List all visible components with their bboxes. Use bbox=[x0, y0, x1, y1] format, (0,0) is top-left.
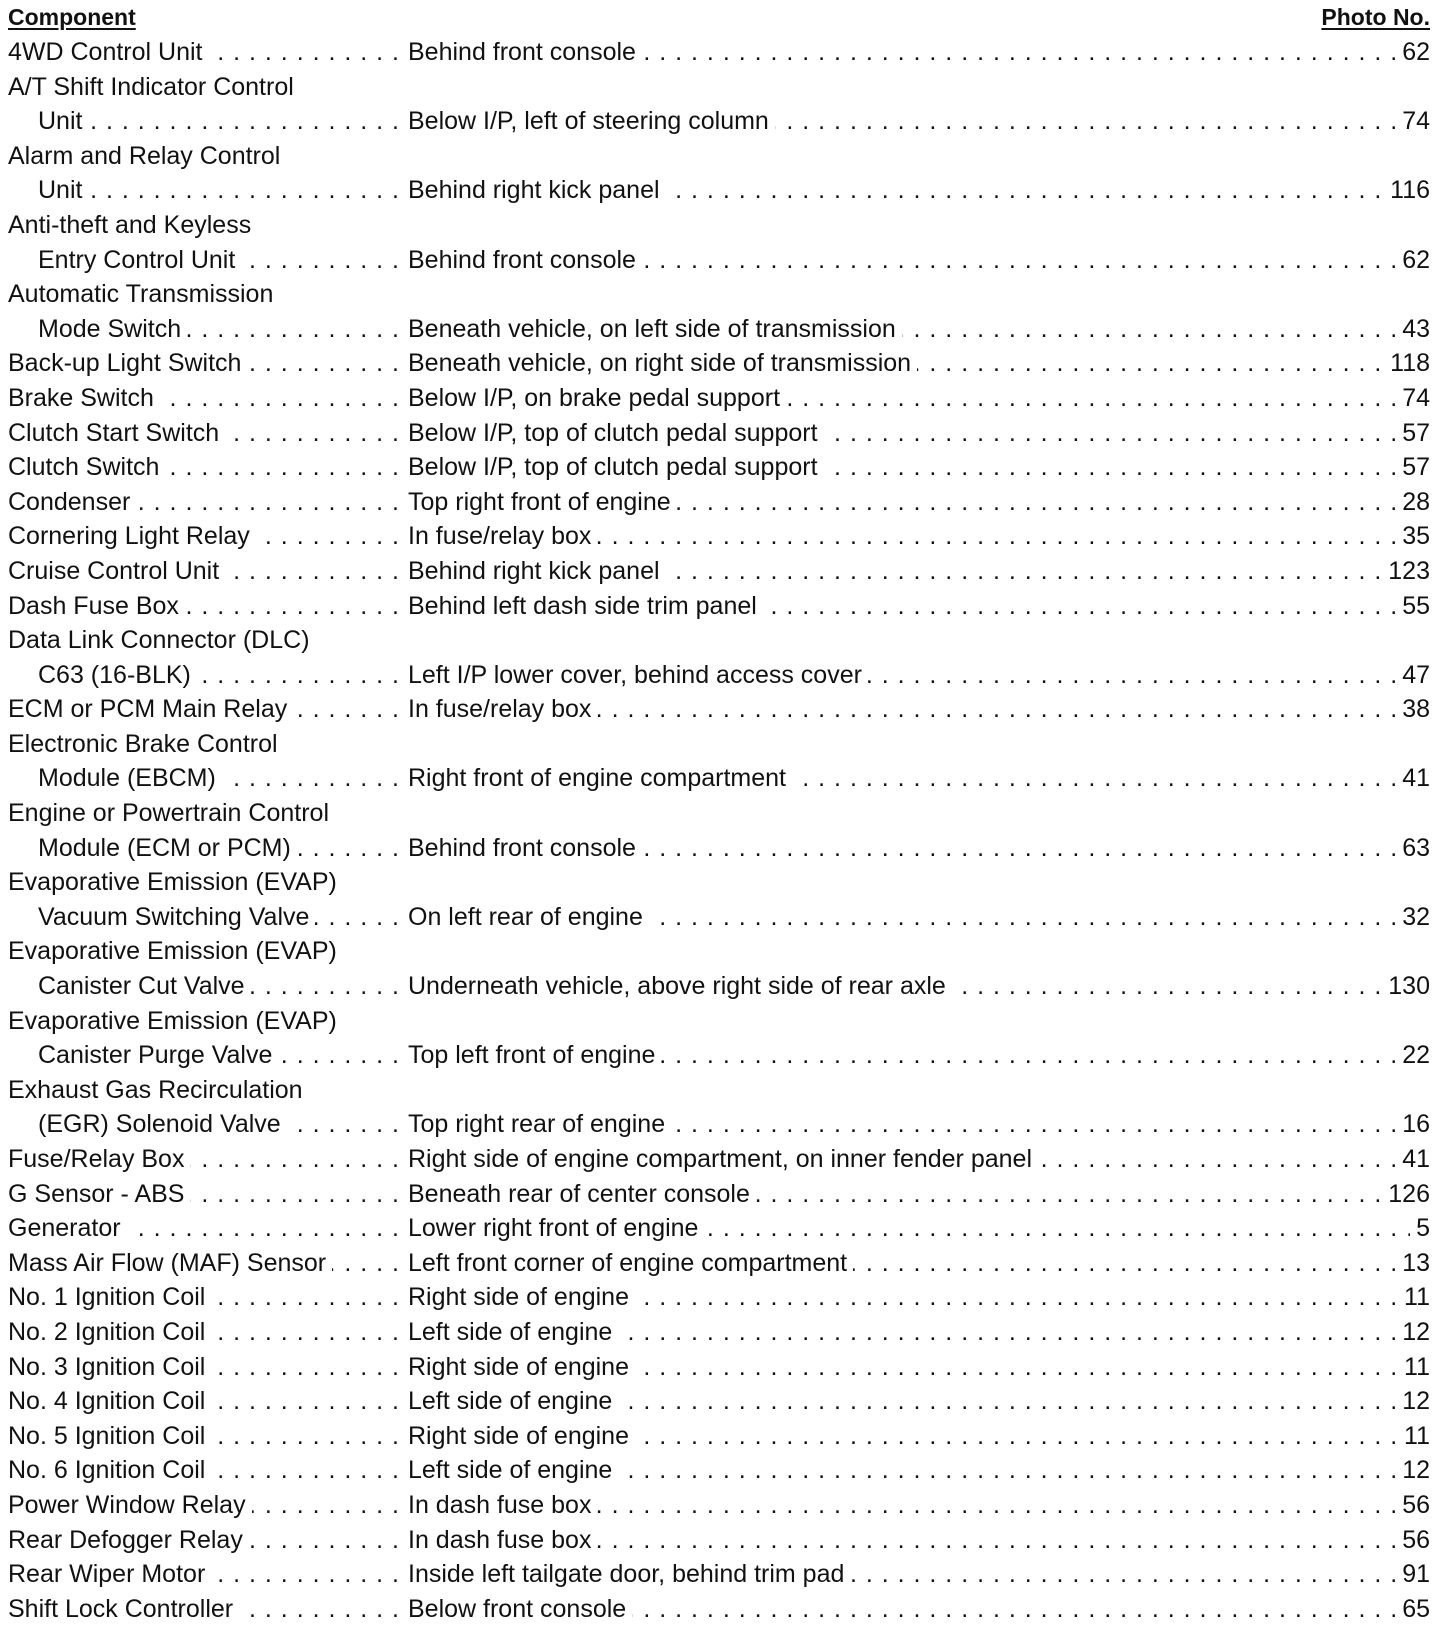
table-row bbox=[8, 138, 1430, 173]
table-row bbox=[8, 1314, 1430, 1349]
table-row bbox=[8, 553, 1430, 588]
component-cell bbox=[8, 349, 400, 379]
photo-number: 5 bbox=[1410, 1214, 1430, 1243]
location-cell bbox=[408, 107, 1430, 137]
component-name: Anti-theft and Keyless bbox=[8, 211, 257, 239]
component-name: Canister Purge Valve bbox=[38, 1041, 278, 1069]
component-name: Mode Switch bbox=[38, 315, 187, 343]
table-row bbox=[8, 622, 1430, 657]
component-name: Brake Switch bbox=[8, 384, 160, 412]
photo-number: 13 bbox=[1396, 1249, 1430, 1278]
location-cell bbox=[408, 1145, 1430, 1175]
table-row bbox=[8, 968, 1430, 1003]
location-cell bbox=[408, 1491, 1430, 1521]
location-text: Beneath vehicle, on right side of transmission bbox=[408, 349, 917, 377]
photo-number: 56 bbox=[1396, 1526, 1430, 1555]
table-row bbox=[8, 172, 1430, 207]
component-cell bbox=[38, 834, 400, 864]
component-cell bbox=[8, 626, 400, 656]
component-name: No. 4 Ignition Coil bbox=[8, 1387, 211, 1415]
component-name: Canister Cut Valve bbox=[38, 972, 251, 1000]
location-cell bbox=[408, 1387, 1430, 1417]
component-name: Clutch Start Switch bbox=[8, 419, 225, 447]
location-cell bbox=[408, 1318, 1430, 1348]
location-text: Inside left tailgate door, behind trim pad bbox=[408, 1560, 850, 1588]
photo-no-column-header: Photo No. bbox=[1321, 4, 1430, 30]
component-name: ECM or PCM Main Relay bbox=[8, 695, 293, 723]
component-cell bbox=[8, 1595, 400, 1625]
table-row bbox=[8, 103, 1430, 138]
location-cell bbox=[408, 1560, 1430, 1590]
component-cell bbox=[8, 730, 400, 760]
table-row bbox=[8, 415, 1430, 450]
component-cell bbox=[8, 1283, 400, 1313]
component-cell bbox=[38, 661, 400, 691]
component-cell bbox=[8, 1456, 400, 1486]
photo-number: 57 bbox=[1396, 419, 1430, 448]
location-text: In dash fuse box bbox=[408, 1491, 597, 1519]
location-cell bbox=[408, 246, 1430, 276]
table-row bbox=[8, 69, 1430, 104]
location-text: Left side of engine bbox=[408, 1318, 618, 1346]
location-cell bbox=[408, 384, 1430, 414]
table-row bbox=[8, 899, 1430, 934]
component-cell bbox=[8, 868, 400, 898]
component-cell bbox=[8, 695, 400, 725]
leader-dots bbox=[38, 107, 400, 137]
table-row bbox=[8, 1210, 1430, 1245]
table-row bbox=[8, 484, 1430, 519]
table-header bbox=[8, 0, 1430, 34]
component-name: No. 2 Ignition Coil bbox=[8, 1318, 211, 1346]
location-text: Underneath vehicle, above right side of rear axle bbox=[408, 972, 952, 1000]
table-row bbox=[8, 276, 1430, 311]
location-text: Lower right front of engine bbox=[408, 1214, 704, 1242]
location-text: In fuse/relay box bbox=[408, 522, 597, 550]
location-text: Behind front console bbox=[408, 38, 642, 66]
component-name: No. 6 Ignition Coil bbox=[8, 1456, 211, 1484]
table-row bbox=[8, 864, 1430, 899]
component-name: (EGR) Solenoid Valve bbox=[38, 1110, 287, 1138]
component-cell bbox=[8, 522, 400, 552]
component-name: Evaporative Emission (EVAP) bbox=[8, 937, 343, 965]
photo-number: 32 bbox=[1396, 903, 1430, 932]
location-cell bbox=[408, 1214, 1430, 1244]
component-cell bbox=[8, 73, 400, 103]
photo-number: 12 bbox=[1396, 1318, 1430, 1347]
table-row bbox=[8, 1487, 1430, 1522]
table-row bbox=[8, 1383, 1430, 1418]
table-row bbox=[8, 657, 1430, 692]
photo-number: 16 bbox=[1396, 1110, 1430, 1139]
component-cell bbox=[38, 764, 400, 794]
component-name: A/T Shift Indicator Control bbox=[8, 73, 300, 101]
location-cell bbox=[408, 834, 1430, 864]
component-name: Dash Fuse Box bbox=[8, 592, 185, 620]
photo-number: 57 bbox=[1396, 453, 1430, 482]
table-row bbox=[8, 760, 1430, 795]
table-row bbox=[8, 691, 1430, 726]
component-cell bbox=[8, 1560, 400, 1590]
component-name: Fuse/Relay Box bbox=[8, 1145, 190, 1173]
component-cell bbox=[38, 107, 400, 137]
component-name: Evaporative Emission (EVAP) bbox=[8, 868, 343, 896]
photo-number: 62 bbox=[1396, 38, 1430, 67]
component-cell bbox=[8, 38, 400, 68]
location-text: Below I/P, top of clutch pedal support bbox=[408, 419, 824, 447]
location-text: Behind right kick panel bbox=[408, 557, 666, 585]
component-cell bbox=[8, 1318, 400, 1348]
location-text: Left I/P lower cover, behind access cover bbox=[408, 661, 868, 689]
photo-number: 47 bbox=[1396, 661, 1430, 690]
photo-number: 22 bbox=[1396, 1041, 1430, 1070]
component-cell bbox=[38, 176, 400, 206]
location-cell bbox=[408, 1526, 1430, 1556]
leader-dots bbox=[38, 176, 400, 206]
location-cell bbox=[408, 1422, 1430, 1452]
table-row bbox=[8, 207, 1430, 242]
component-cell bbox=[38, 1041, 400, 1071]
component-name: Exhaust Gas Recirculation bbox=[8, 1076, 309, 1104]
photo-number: 43 bbox=[1396, 315, 1430, 344]
component-cell bbox=[8, 1491, 400, 1521]
photo-number: 12 bbox=[1396, 1387, 1430, 1416]
component-name: No. 5 Ignition Coil bbox=[8, 1422, 211, 1450]
component-name: G Sensor - ABS bbox=[8, 1180, 190, 1208]
component-name: Entry Control Unit bbox=[38, 246, 241, 274]
component-cell bbox=[8, 1076, 400, 1106]
location-text: Behind front console bbox=[408, 246, 642, 274]
location-text: Top right front of engine bbox=[408, 488, 677, 516]
component-column-header: Component bbox=[8, 4, 136, 30]
table-row bbox=[8, 1072, 1430, 1107]
component-name: Clutch Switch bbox=[8, 453, 165, 481]
component-name: No. 1 Ignition Coil bbox=[8, 1283, 211, 1311]
component-name: No. 3 Ignition Coil bbox=[8, 1353, 211, 1381]
component-cell bbox=[8, 211, 400, 241]
component-name: Engine or Powertrain Control bbox=[8, 799, 335, 827]
location-cell bbox=[408, 1249, 1430, 1279]
photo-number: 38 bbox=[1396, 695, 1430, 724]
component-name: Cornering Light Relay bbox=[8, 522, 256, 550]
component-name: Module (EBCM) bbox=[38, 764, 222, 792]
table-row bbox=[8, 1452, 1430, 1487]
component-cell bbox=[8, 1353, 400, 1383]
location-text: On left rear of engine bbox=[408, 903, 649, 931]
photo-number: 41 bbox=[1396, 1145, 1430, 1174]
location-text: Right front of engine compartment bbox=[408, 764, 792, 792]
location-text: Beneath vehicle, on left side of transmission bbox=[408, 315, 902, 343]
location-text: Left front corner of engine compartment bbox=[408, 1249, 853, 1277]
component-table bbox=[8, 34, 1430, 1625]
component-name: Data Link Connector (DLC) bbox=[8, 626, 316, 654]
table-row bbox=[8, 830, 1430, 865]
photo-number: 11 bbox=[1398, 1353, 1430, 1382]
component-cell bbox=[8, 1007, 400, 1037]
table-row bbox=[8, 34, 1430, 69]
photo-number: 28 bbox=[1396, 488, 1430, 517]
location-text: Top left front of engine bbox=[408, 1041, 661, 1069]
location-text: Top right rear of engine bbox=[408, 1110, 671, 1138]
photo-number: 126 bbox=[1382, 1180, 1430, 1209]
table-row bbox=[8, 449, 1430, 484]
location-cell bbox=[408, 522, 1430, 552]
location-cell bbox=[408, 661, 1430, 691]
location-text: Right side of engine bbox=[408, 1283, 635, 1311]
table-row bbox=[8, 242, 1430, 277]
table-row bbox=[8, 1418, 1430, 1453]
component-cell bbox=[8, 1387, 400, 1417]
table-row bbox=[8, 1037, 1430, 1072]
component-name: Electronic Brake Control bbox=[8, 730, 284, 758]
photo-number: 55 bbox=[1396, 592, 1430, 621]
table-row bbox=[8, 1141, 1430, 1176]
component-name: Shift Lock Controller bbox=[8, 1595, 239, 1623]
location-cell bbox=[408, 419, 1430, 449]
component-name: Cruise Control Unit bbox=[8, 557, 225, 585]
location-cell bbox=[408, 38, 1430, 68]
component-cell bbox=[8, 1145, 400, 1175]
photo-number: 74 bbox=[1396, 107, 1430, 136]
location-text: Below front console bbox=[408, 1595, 632, 1623]
component-cell bbox=[8, 1214, 400, 1244]
table-row bbox=[8, 1245, 1430, 1280]
photo-number: 74 bbox=[1396, 384, 1430, 413]
component-name: Vacuum Switching Valve bbox=[38, 903, 315, 931]
table-row bbox=[8, 726, 1430, 761]
component-cell bbox=[8, 1526, 400, 1556]
component-cell bbox=[8, 453, 400, 483]
table-row bbox=[8, 588, 1430, 623]
component-cell bbox=[38, 315, 400, 345]
location-cell bbox=[408, 488, 1430, 518]
photo-number: 11 bbox=[1398, 1422, 1430, 1451]
component-cell bbox=[38, 972, 400, 1002]
component-name: Rear Defogger Relay bbox=[8, 1526, 249, 1554]
component-cell bbox=[8, 142, 400, 172]
component-name: 4WD Control Unit bbox=[8, 38, 209, 66]
location-cell bbox=[408, 1110, 1430, 1140]
photo-number: 11 bbox=[1398, 1283, 1430, 1312]
component-name: Evaporative Emission (EVAP) bbox=[8, 1007, 343, 1035]
table-row bbox=[8, 1176, 1430, 1211]
component-cell bbox=[38, 246, 400, 276]
component-cell bbox=[8, 1422, 400, 1452]
table-row bbox=[8, 380, 1430, 415]
location-text: Right side of engine compartment, on inner fender panel bbox=[408, 1145, 1038, 1173]
photo-number: 65 bbox=[1396, 1595, 1430, 1624]
photo-number: 41 bbox=[1396, 764, 1430, 793]
location-text: Beneath rear of center console bbox=[408, 1180, 756, 1208]
location-cell bbox=[408, 1041, 1430, 1071]
component-cell bbox=[8, 384, 400, 414]
component-name: Generator bbox=[8, 1214, 127, 1242]
location-text: Below I/P, on brake pedal support bbox=[408, 384, 786, 412]
component-name: Alarm and Relay Control bbox=[8, 142, 286, 170]
photo-number: 123 bbox=[1382, 557, 1430, 586]
table-row bbox=[8, 518, 1430, 553]
location-cell bbox=[408, 592, 1430, 622]
photo-number: 12 bbox=[1396, 1456, 1430, 1485]
location-cell bbox=[408, 695, 1430, 725]
table-row bbox=[8, 933, 1430, 968]
table-row bbox=[8, 1349, 1430, 1384]
location-text: Left side of engine bbox=[408, 1387, 618, 1415]
component-name: Mass Air Flow (MAF) Sensor bbox=[8, 1249, 332, 1277]
component-cell bbox=[38, 903, 400, 933]
component-cell bbox=[8, 419, 400, 449]
location-cell bbox=[408, 972, 1430, 1002]
photo-number: 91 bbox=[1396, 1560, 1430, 1589]
location-text: Right side of engine bbox=[408, 1353, 635, 1381]
location-text: Left side of engine bbox=[408, 1456, 618, 1484]
component-cell bbox=[38, 1110, 400, 1140]
component-cell bbox=[8, 488, 400, 518]
location-cell bbox=[408, 1353, 1430, 1383]
location-cell bbox=[408, 557, 1430, 587]
table-row bbox=[8, 1003, 1430, 1038]
component-name: Power Window Relay bbox=[8, 1491, 252, 1519]
location-cell bbox=[408, 903, 1430, 933]
location-cell bbox=[408, 1456, 1430, 1486]
photo-number: 56 bbox=[1396, 1491, 1430, 1520]
component-name: Back-up Light Switch bbox=[8, 349, 247, 377]
component-cell bbox=[8, 592, 400, 622]
table-row bbox=[8, 345, 1430, 380]
location-text: Below I/P, left of steering column bbox=[408, 107, 775, 135]
table-row bbox=[8, 1556, 1430, 1591]
component-cell bbox=[8, 937, 400, 967]
photo-number: 116 bbox=[1384, 176, 1430, 205]
location-text: Below I/P, top of clutch pedal support bbox=[408, 453, 824, 481]
table-row bbox=[8, 1279, 1430, 1314]
table-row bbox=[8, 1522, 1430, 1557]
location-cell bbox=[408, 1283, 1430, 1313]
table-row bbox=[8, 1106, 1430, 1141]
component-name: Unit bbox=[38, 176, 88, 204]
photo-number: 62 bbox=[1396, 246, 1430, 275]
component-name: Condenser bbox=[8, 488, 136, 516]
photo-number: 118 bbox=[1384, 349, 1430, 378]
location-cell bbox=[408, 349, 1430, 379]
photo-number: 35 bbox=[1396, 522, 1430, 551]
location-cell bbox=[408, 1595, 1430, 1625]
component-name: Automatic Transmission bbox=[8, 280, 279, 308]
component-cell bbox=[8, 1249, 400, 1279]
component-cell bbox=[8, 799, 400, 829]
location-cell bbox=[408, 1180, 1430, 1210]
component-name: Rear Wiper Motor bbox=[8, 1560, 211, 1588]
location-text: Behind right kick panel bbox=[408, 176, 666, 204]
photo-number: 63 bbox=[1396, 834, 1430, 863]
location-text: In fuse/relay box bbox=[408, 695, 597, 723]
location-text: In dash fuse box bbox=[408, 1526, 597, 1554]
photo-number: 130 bbox=[1382, 972, 1430, 1001]
component-name: C63 (16-BLK) bbox=[38, 661, 197, 689]
component-cell bbox=[8, 1180, 400, 1210]
component-name: Unit bbox=[38, 107, 88, 135]
table-row bbox=[8, 311, 1430, 346]
location-cell bbox=[408, 764, 1430, 794]
location-text: Behind front console bbox=[408, 834, 642, 862]
location-cell bbox=[408, 453, 1430, 483]
component-cell bbox=[8, 280, 400, 310]
table-row bbox=[8, 795, 1430, 830]
location-cell bbox=[408, 176, 1430, 206]
location-cell bbox=[408, 315, 1430, 345]
location-text: Behind left dash side trim panel bbox=[408, 592, 763, 620]
component-cell bbox=[8, 557, 400, 587]
location-text: Right side of engine bbox=[408, 1422, 635, 1450]
component-name: Module (ECM or PCM) bbox=[38, 834, 297, 862]
